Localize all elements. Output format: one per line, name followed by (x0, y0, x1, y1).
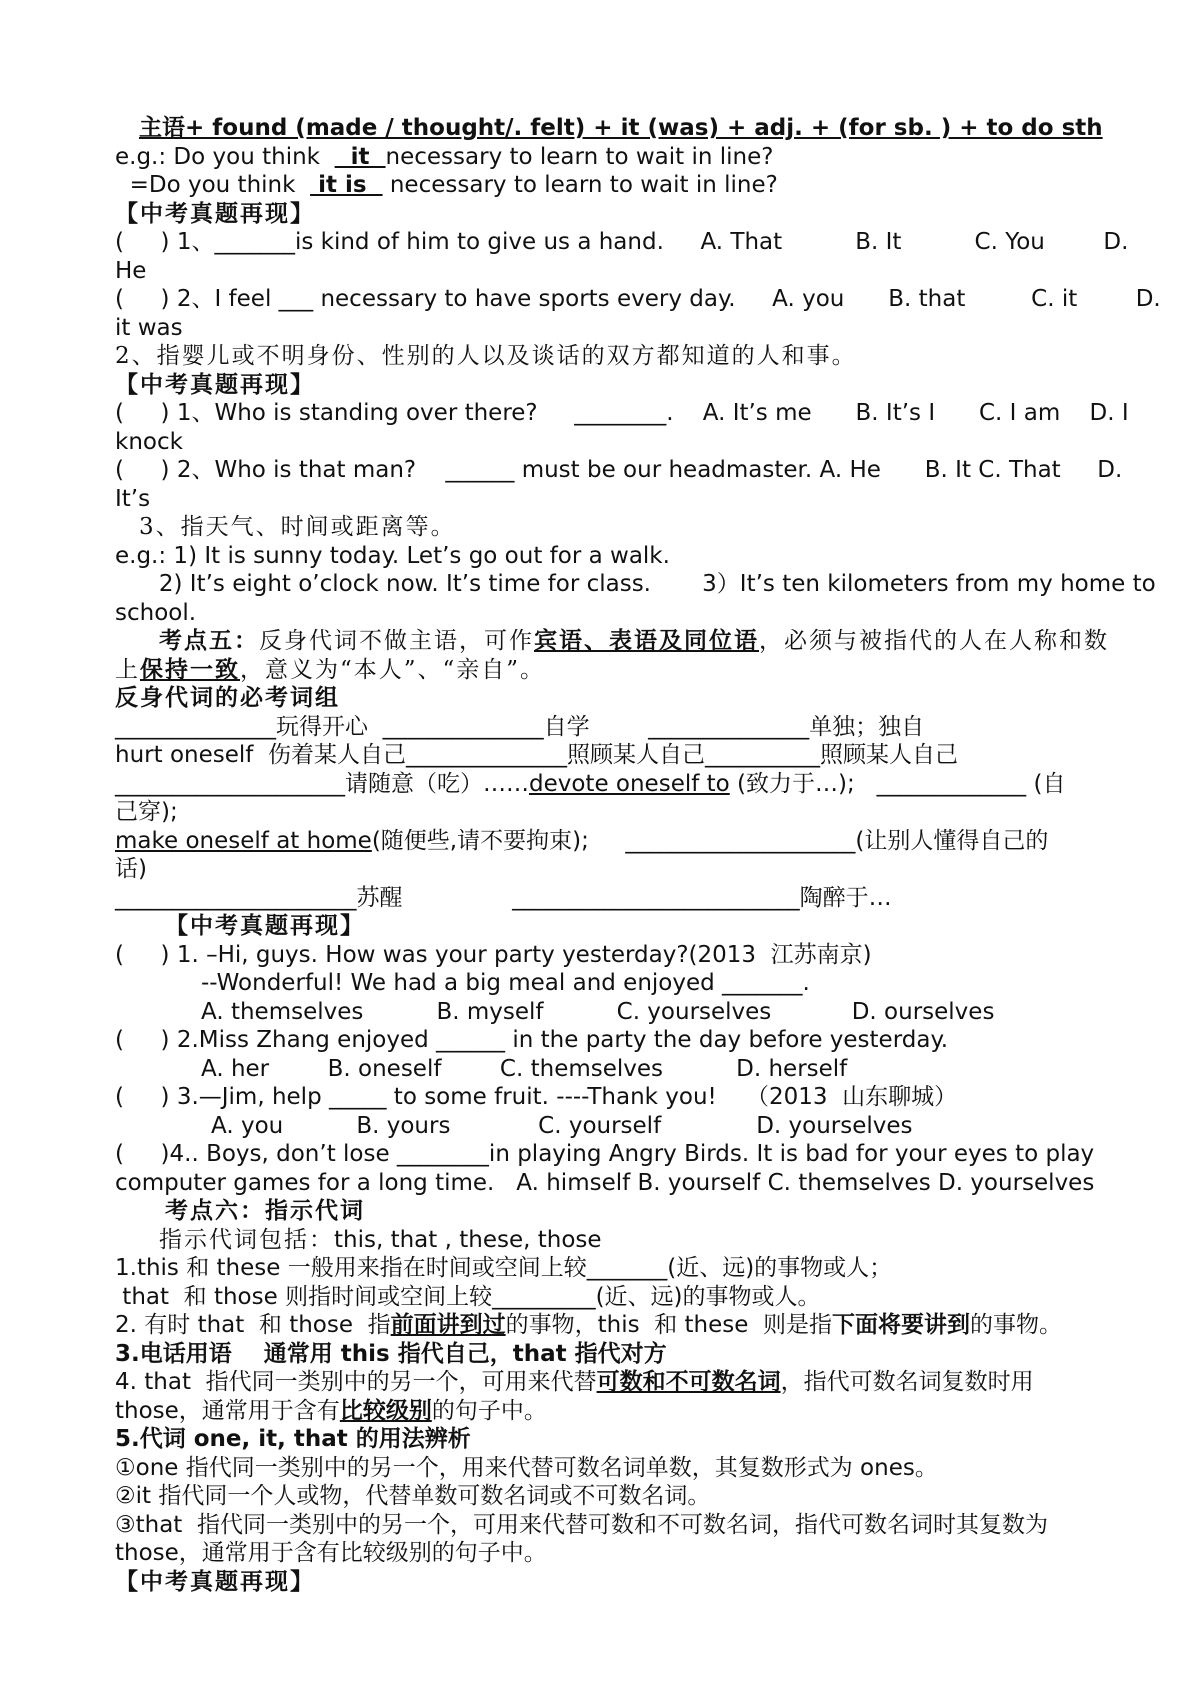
text-line (115, 1169, 1100, 1198)
text-segment: He (115, 257, 147, 284)
text-segment: ③that 指代同一类别中的另一个，可用来代替可数和不可数名词，指代可数名词时其复数为 (115, 1511, 1048, 1538)
text-segment: 的事物。 (970, 1312, 1063, 1338)
text-segment: those，通常用于含有比较级别的句子中。 (115, 1540, 547, 1566)
text-segment: it was (115, 314, 183, 341)
text-line (115, 485, 1100, 514)
text-segment: hurt oneself 伤着某人自己______________照顾某人自己__________照顾某人自己 (115, 742, 958, 768)
text-line (115, 1140, 1100, 1169)
text-segment: 2、指婴儿或不明身份、性别的人以及谈话的双方都知道的人和事。 (115, 343, 857, 369)
text-segment: 2. 有时 that 和 those 指 (115, 1312, 391, 1338)
text-line (115, 542, 1100, 571)
text-segment: 3、指天气、时间或距离等。 (139, 514, 456, 540)
text-line (115, 684, 1100, 713)
text-line (115, 228, 1129, 257)
text-segment: --Wonderful! We had a big meal and enjoyed _______. (201, 970, 810, 996)
text-segment: 考点六：指示代词 (165, 1197, 365, 1224)
text-line (115, 285, 1161, 314)
text-segment: ( ) 1、_______is kind of him to give us a hand. A. That B. It C. You D. (115, 229, 1129, 255)
text-segment: 保持一致 (140, 655, 240, 683)
text-line (115, 257, 1100, 286)
text-segment: 比较级别 (339, 1397, 432, 1424)
text-segment: (致力于…); _____________ (自 (729, 770, 1066, 797)
text-line (115, 143, 1100, 172)
text-line (115, 570, 1156, 599)
text-segment: ( ) 2.Miss Zhang enjoyed ______ in the party the day before yesterday. (115, 1027, 949, 1053)
text-segment: =Do you think (115, 172, 311, 198)
text-segment: 话) (115, 856, 147, 882)
text-line (115, 1055, 1100, 1084)
text-line (115, 1311, 1100, 1340)
text-segment: devote oneself to (529, 770, 730, 797)
text-segment: ____________________请随意（吃）…… (115, 770, 529, 797)
text-segment: ______________玩得开心 ______________自学 ______________单独；独自 (115, 713, 925, 740)
text-line (115, 1482, 1100, 1511)
text-line (115, 1026, 1100, 1055)
text-segment: 可数和不可数名词 (596, 1369, 781, 1395)
text-segment: ( )4.. Boys, don’t lose ________in playing Angry Birds. It is bad for your eyes to play (115, 1141, 1095, 1167)
text-line (115, 1511, 1100, 1540)
text-line (115, 1226, 1100, 1255)
text-segment: 【中考真题再现】 (115, 1567, 315, 1595)
text-segment: ( ) 1、Who is standing over there? ________. A. It’s me B. It’s I C. I am D. I (115, 400, 1129, 426)
text-segment: make oneself at home (115, 827, 372, 854)
text-line (115, 1112, 1100, 1141)
text-segment: 2) It’s eight o’clock now. It’s time for class. 3）It’s ten kilometers from my home to (115, 571, 1156, 597)
text-line (115, 627, 1109, 656)
text-segment: that 和 those 则指时间或空间上较_________(近、远)的事物或人。 (115, 1283, 821, 1310)
text-segment: e.g.: Do you think (115, 143, 335, 170)
text-line (115, 599, 1100, 628)
text-segment: 【中考真题再现】 (115, 199, 315, 227)
text-segment: _____________________苏醒 _________________________陶醉于… (115, 884, 892, 911)
text-segment: necessary to learn to wait in line? (385, 143, 774, 170)
text-segment: it (334, 143, 386, 170)
text-segment: ，指代可数名词复数时用 (780, 1369, 1034, 1395)
text-segment: 前面讲到过 (390, 1312, 506, 1338)
text-segment: it is (310, 172, 383, 198)
text-segment: ( ) 2、I feel ___ necessary to have sports every day. A. you B. that C. it D. (115, 286, 1161, 312)
text-segment: 5.代词 one, it, that 的用法辨析 (115, 1426, 471, 1452)
text-line (115, 798, 1100, 827)
text-segment: A. her B. oneself C. themselves D. herself (201, 1055, 848, 1082)
text-line (115, 1368, 1100, 1397)
text-line (115, 342, 1100, 371)
text-segment: those，通常用于含有 (115, 1397, 340, 1424)
text-line (115, 114, 1103, 143)
text-line (115, 941, 1100, 970)
text-segment: school. (115, 599, 197, 626)
text-segment: 的事物，this 和 these 则是指 (505, 1312, 833, 1338)
text-segment: 反身代词不做主语，可作 (259, 628, 534, 654)
text-segment: 己穿); (115, 799, 178, 825)
text-line (115, 1340, 1100, 1369)
text-line (115, 314, 1100, 343)
text-line (115, 513, 1100, 542)
text-segment: 指示代词包括： (159, 1226, 334, 1253)
text-line (115, 1083, 1100, 1112)
text-segment: 1.this 和 these 一般用来指在时间或空间上较_______(近、远)的事物或人； (115, 1255, 893, 1281)
text-segment: 【中考真题再现】 (115, 370, 315, 398)
text-line (115, 200, 1100, 229)
text-line (115, 171, 1100, 200)
text-segment: e.g.: 1) It is sunny today. Let’s go out for a walk. (115, 542, 670, 569)
text-line (115, 770, 1100, 799)
text-segment: ( ) 2、Who is that man? ______ must be our headmaster. A. He B. It C. That D. (115, 457, 1123, 483)
text-segment: (随便些,请不要拘束); ____________________(让别人懂得自己的 (371, 827, 1049, 854)
text-line (115, 998, 1100, 1027)
text-segment: 宾语、表语及同位语 (534, 627, 759, 654)
text-segment: 【中考真题再现】 (165, 912, 365, 939)
text-line (115, 713, 1100, 742)
text-line (115, 827, 1100, 856)
text-line (115, 456, 1123, 485)
text-segment: ①one 指代同一类别中的另一个，用来代替可数名词单数，其复数形式为 ones。 (115, 1454, 938, 1481)
text-segment: ( ) 3.—Jim, help _____ to some fruit. ----Thank you! （2013 山东聊城） (115, 1084, 958, 1110)
text-line (115, 1254, 1100, 1283)
text-segment: ，意义为“本人”、“亲自”。 (240, 656, 546, 683)
document-page (115, 114, 1161, 1596)
text-line (115, 656, 1100, 685)
text-line (115, 741, 1100, 770)
text-line (115, 1397, 1100, 1426)
text-segment: computer games for a long time. A. himself B. yourself C. themselves D. yourselves (115, 1169, 1095, 1196)
text-segment: It’s (115, 485, 151, 512)
text-line (115, 1539, 1100, 1568)
text-segment: ，必须与被指代的人在人称和数 (759, 628, 1109, 654)
text-line (115, 1425, 1100, 1454)
text-line (115, 884, 1100, 913)
text-segment: A. themselves B. myself C. yourselves D. ourselves (201, 998, 995, 1025)
text-line (115, 428, 1100, 457)
text-segment: 4. that 指代同一类别中的另一个，可用来代替 (115, 1369, 597, 1395)
text-line (115, 399, 1129, 428)
text-segment: necessary to learn to wait in line? (382, 172, 778, 198)
text-line (115, 1197, 1100, 1226)
text-segment: 下面将要讲到 (832, 1312, 971, 1338)
text-line (115, 1283, 1100, 1312)
text-line (115, 912, 1100, 941)
text-segment: 反身代词的必考词组 (115, 684, 340, 711)
text-segment: 上 (115, 656, 140, 683)
text-segment: 3.电话用语 通常用 this 指代自己，that 指代对方 (115, 1340, 667, 1367)
text-segment: this, that , these, those (334, 1226, 602, 1253)
text-segment: 主语+ found (made / thought/. felt) + it (was) + adj. + (for sb. ) + to do sth (139, 115, 1103, 141)
text-segment: knock (115, 428, 183, 455)
text-line (115, 1454, 1100, 1483)
text-segment: 的句子中。 (431, 1397, 547, 1424)
text-segment: 考点五： (159, 627, 259, 654)
text-segment: ( ) 1. –Hi, guys. How was your party yesterday?(2013 江苏南京) (115, 941, 872, 968)
text-line (115, 855, 1100, 884)
text-segment: A. you B. yours C. yourself D. yourselves (211, 1112, 913, 1139)
text-segment: ②it 指代同一个人或物，代替单数可数名词或不可数名词。 (115, 1483, 711, 1509)
text-line (115, 1568, 1100, 1597)
text-line (115, 969, 1100, 998)
text-line (115, 371, 1100, 400)
